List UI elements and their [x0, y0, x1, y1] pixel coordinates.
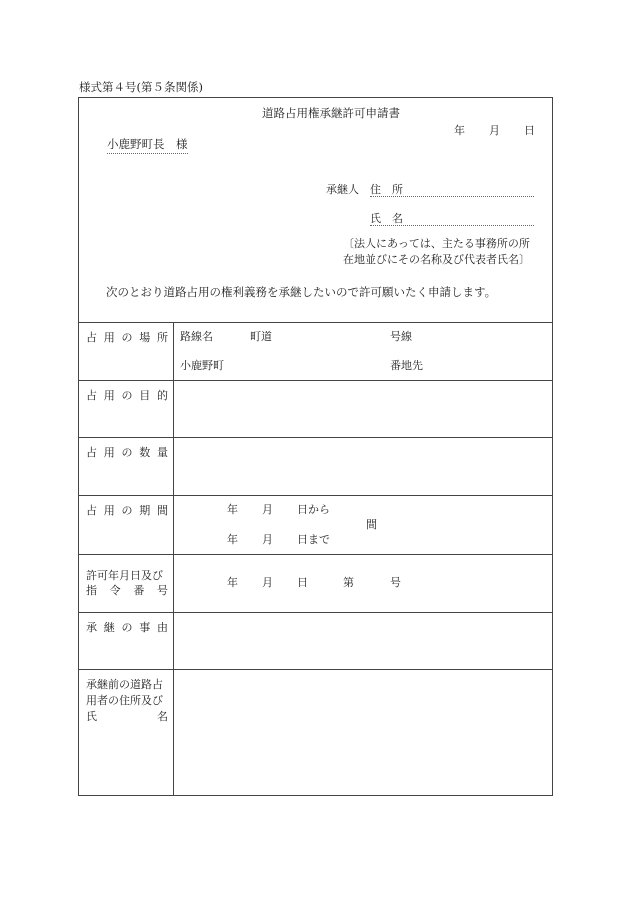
- name-label: 氏 名: [370, 212, 403, 225]
- period-to-month: 月: [262, 533, 273, 546]
- application-statement: 次のとおり道路占用の権利義務を承継したいので許可願いたく申請します。: [106, 285, 497, 299]
- route-name-label: 路線名: [180, 330, 213, 343]
- purpose-label: 占 用 の 目 的: [86, 389, 168, 402]
- corporate-note-line1: 〔法人にあっては、主たる事務所の所: [343, 237, 530, 250]
- form-title: 道路占用権承継許可申請書: [262, 106, 400, 120]
- predecessor-field[interactable]: [174, 670, 552, 795]
- permit-dai: 第: [343, 576, 354, 589]
- date-day: 日: [524, 124, 535, 137]
- form-number: 様式第４号(第５条関係): [79, 80, 203, 94]
- predecessor-label-line1: 承継前の道路占: [86, 678, 163, 691]
- period-span: 間: [366, 518, 377, 531]
- name-field[interactable]: [370, 225, 534, 226]
- predecessor-label-line2: 用者の住所及び: [86, 694, 163, 707]
- purpose-field[interactable]: [174, 381, 552, 437]
- period-to-day: 日まで: [297, 533, 330, 546]
- permit-label-line2: 指 令 番 号: [86, 584, 168, 597]
- corporate-note-line2: 在地並びにその名称及び代表者氏名〕: [343, 253, 530, 266]
- quantity-label: 占 用 の 数 量: [86, 446, 168, 459]
- permit-month: 月: [262, 576, 273, 589]
- period-to-year: 年: [227, 533, 238, 546]
- permit-day: 日: [297, 576, 308, 589]
- permit-go: 号: [390, 576, 401, 589]
- row-divider: [78, 495, 553, 496]
- address-label: 住 所: [370, 183, 403, 196]
- location-label: 占 用 の 場 所: [86, 331, 168, 344]
- permit-year: 年: [227, 576, 238, 589]
- quantity-field[interactable]: [174, 438, 552, 495]
- period-from-year: 年: [227, 503, 238, 516]
- reason-label: 承 継 の 事 由: [86, 621, 168, 634]
- successor-label: 承継人: [326, 183, 359, 196]
- predecessor-label-line3: 氏 名: [86, 710, 168, 723]
- row-divider: [78, 322, 553, 323]
- period-from-day: 日から: [297, 503, 330, 516]
- row-divider: [78, 554, 553, 555]
- lot-label: 番地先: [390, 359, 423, 372]
- address-field[interactable]: [370, 196, 534, 197]
- route-number-label: 号線: [390, 330, 412, 343]
- date-year: 年: [454, 124, 465, 137]
- town-label: 小鹿野町: [180, 359, 224, 372]
- town-road-label: 町道: [250, 330, 272, 343]
- reason-field[interactable]: [174, 613, 552, 669]
- period-from-month: 月: [262, 503, 273, 516]
- date-month: 月: [489, 124, 500, 137]
- period-label: 占 用 の 期 間: [86, 504, 168, 517]
- addressee: 小鹿野町長 様: [107, 139, 188, 154]
- permit-label-line1: 許可年月日及び: [86, 569, 163, 582]
